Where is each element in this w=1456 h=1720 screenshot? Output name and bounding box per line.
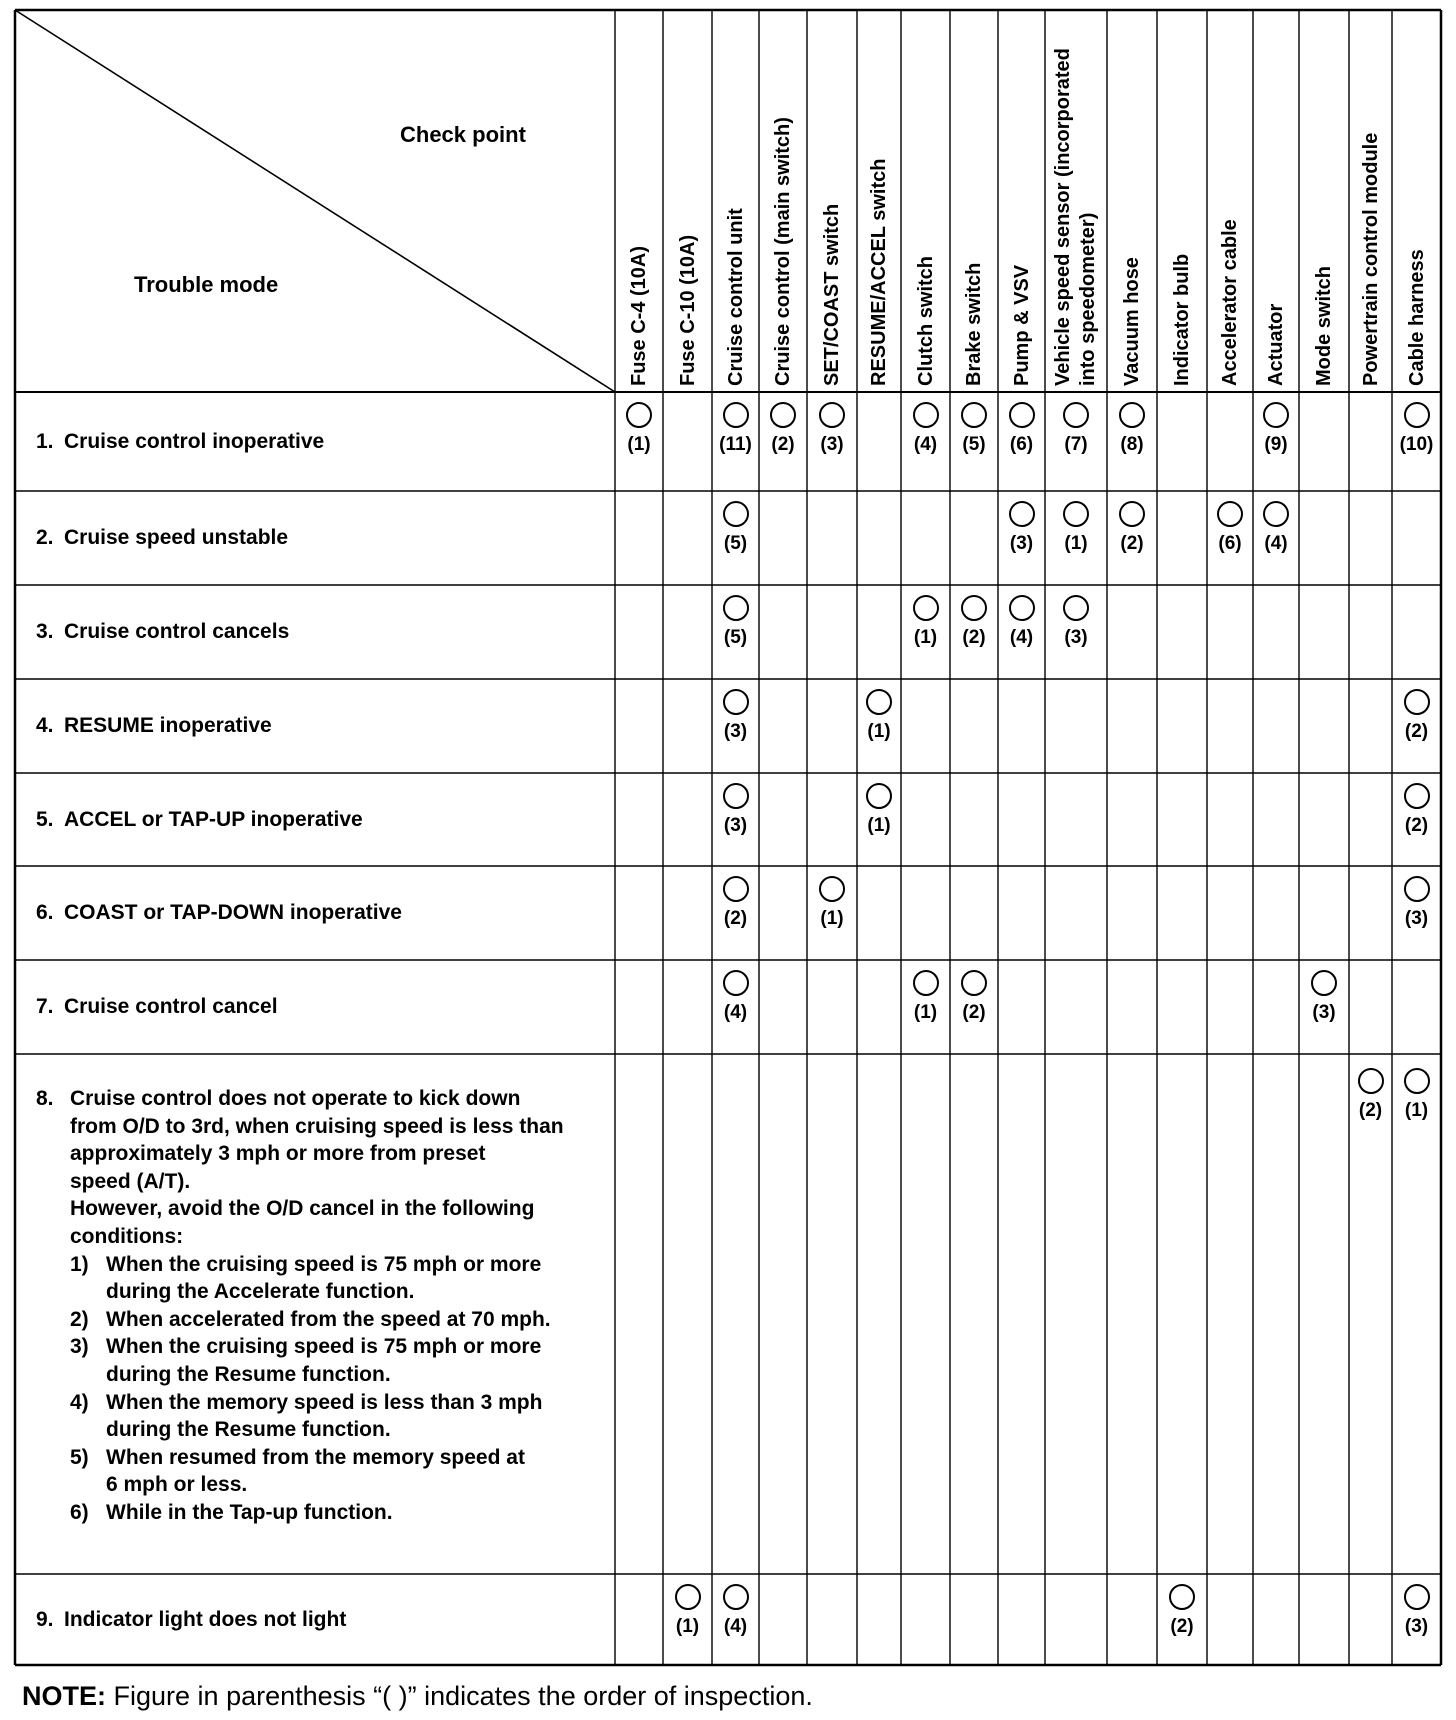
column-header-line: Cruise control unit (724, 208, 746, 386)
inspection-order: (3) (1312, 1002, 1336, 1023)
column-header-line: Actuator (1264, 303, 1287, 386)
row-number: 5. (36, 807, 54, 831)
inspection-order: (3) (723, 721, 748, 742)
check-mark (664, 1584, 712, 1638)
column-header (997, 86, 1047, 386)
check-mark (808, 402, 856, 456)
inspection-order: (3) (1064, 627, 1088, 648)
column-header-line: Clutch switch (914, 255, 936, 386)
inspection-order: (2) (962, 1002, 986, 1023)
condition-text-line: during the Resume function. (106, 1362, 391, 1386)
column-header-line: into speedometer) (1077, 212, 1099, 386)
column-header-line: Mode switch (1312, 265, 1335, 386)
trouble-mode-row-label (36, 491, 621, 585)
trouble-mode-row-label (36, 960, 621, 1054)
inspection-order: (1) (627, 434, 651, 455)
check-circle-icon (1009, 595, 1035, 621)
inspection-order: (1) (820, 908, 844, 929)
check-mark (998, 501, 1046, 555)
row-text-line: from O/D to 3rd, when cruising speed is less than (70, 1114, 564, 1138)
inspection-order: (1) (675, 1616, 700, 1637)
check-circle-icon (1404, 402, 1430, 428)
inspection-order: (2) (1404, 815, 1429, 836)
check-mark (1108, 501, 1156, 555)
check-circle-icon (723, 970, 749, 996)
check-mark (712, 1584, 760, 1638)
check-mark (1393, 402, 1441, 456)
row-text-line: Cruise control does not operate to kick down (70, 1087, 521, 1110)
inspection-order: (4) (1264, 533, 1288, 554)
condition-text-line: during the Accelerate function. (106, 1280, 415, 1304)
column-header-line: Indicator bulb (1170, 253, 1193, 386)
row-text: ACCEL or TAP-UP inoperative (64, 807, 363, 831)
check-mark (712, 689, 760, 743)
check-mark (855, 689, 903, 743)
footnote (22, 1681, 813, 1712)
inspection-order: (1) (913, 1002, 938, 1023)
condition-text-line: 6 mph or less. (106, 1473, 248, 1497)
column-header-line: Fuse C-4 (10A) (627, 245, 650, 386)
check-mark (998, 402, 1046, 456)
condition-item (70, 1333, 630, 1388)
trouble-mode-row-label (36, 679, 621, 773)
check-mark (1052, 595, 1100, 649)
column-header (807, 86, 857, 386)
check-circle-icon (723, 595, 749, 621)
row-number: 7. (36, 995, 54, 1018)
check-circle-icon (819, 876, 845, 902)
row-text: COAST or TAP-DOWN inoperative (64, 901, 402, 924)
column-header (1346, 86, 1396, 386)
column-header-line: Brake switch (962, 262, 985, 386)
check-circle-icon (770, 402, 796, 428)
check-mark (712, 876, 760, 930)
row-text: Cruise control inoperative (64, 429, 325, 453)
condition-number: 3) (70, 1335, 89, 1359)
check-mark (712, 783, 760, 837)
column-header-line: Vacuum hose (1120, 257, 1143, 386)
condition-text-line: during the Resume function. (106, 1418, 391, 1442)
inspection-order: (5) (962, 434, 986, 455)
column-header (854, 86, 904, 386)
inspection-order: (11) (719, 434, 752, 455)
check-circle-icon (723, 876, 749, 902)
check-mark (712, 970, 760, 1024)
check-mark (1108, 402, 1156, 456)
check-mark (1393, 783, 1441, 837)
trouble-mode-row-label (36, 1574, 621, 1665)
condition-number: 4) (70, 1390, 89, 1414)
check-mark (1393, 689, 1441, 743)
check-circle-icon (866, 689, 892, 715)
condition-item (70, 1306, 630, 1334)
row-number: 8. (36, 1087, 54, 1110)
check-circle-icon (1217, 501, 1243, 527)
check-mark (855, 783, 903, 837)
condition-number: 5) (70, 1445, 89, 1469)
check-mark (950, 595, 998, 649)
check-mark (950, 970, 998, 1024)
inspection-order: (2) (1404, 721, 1429, 742)
column-header (663, 86, 713, 386)
row-number: 4. (36, 714, 54, 737)
row-text-line: conditions: (70, 1224, 184, 1248)
check-circle-icon (1063, 595, 1089, 621)
inspection-order: (1) (1064, 533, 1088, 554)
inspection-order: (10) (1399, 434, 1434, 455)
column-header-line: Cruise control (main switch) (771, 117, 794, 386)
check-mark (998, 595, 1046, 649)
check-mark (615, 402, 663, 456)
condition-item (70, 1251, 630, 1306)
column-header-line: RESUME/ACCEL switch (867, 158, 890, 386)
inspection-order: (3) (1404, 1616, 1429, 1637)
trouble-mode-row-label (36, 773, 621, 866)
check-mark (902, 970, 950, 1024)
note-text: Figure in parenthesis “( )” indicates the order of inspection. (113, 1681, 813, 1711)
check-circle-icon (1063, 402, 1089, 428)
column-header (1205, 86, 1255, 386)
condition-item (70, 1389, 630, 1444)
check-circle-icon (1063, 501, 1089, 527)
row-number: 3. (36, 620, 54, 643)
column-header (1251, 86, 1301, 386)
inspection-order: (1) (913, 627, 938, 648)
trouble-mode-row-label (36, 585, 621, 679)
check-mark (712, 402, 760, 456)
check-circle-icon (1169, 1584, 1195, 1610)
check-circle-icon (913, 970, 939, 996)
check-mark (1052, 402, 1100, 456)
condition-number: 6) (70, 1500, 89, 1524)
row-text: Cruise control cancels (64, 620, 290, 643)
check-circle-icon (723, 783, 749, 809)
column-header (758, 86, 808, 386)
inspection-order: (4) (723, 1002, 748, 1023)
check-mark (1052, 501, 1100, 555)
check-circle-icon (1009, 501, 1035, 527)
column-header-line: Accelerator cable (1218, 219, 1241, 386)
condition-text-line: When accelerated from the speed at 70 mph. (106, 1307, 551, 1331)
column-header-line: Vehicle speed sensor (incorporated (1052, 48, 1074, 386)
check-circle-icon (961, 402, 987, 428)
check-circle-icon (913, 402, 939, 428)
check-mark (712, 595, 760, 649)
check-circle-icon (1404, 689, 1430, 715)
inspection-order: (8) (1120, 434, 1144, 455)
row-text: RESUME inoperative (64, 714, 272, 737)
row-text: Cruise speed unstable (64, 526, 289, 549)
condition-number: 1) (70, 1252, 89, 1276)
inspection-order: (2) (962, 627, 986, 648)
inspection-order: (1) (867, 721, 891, 742)
column-header-line: Pump & VSV (1010, 264, 1032, 386)
check-circle-icon (819, 402, 845, 428)
check-circle-icon (1404, 876, 1430, 902)
check-circle-icon (1311, 970, 1337, 996)
inspection-order: (9) (1264, 434, 1288, 455)
check-circle-icon (1404, 1068, 1430, 1094)
inspection-order: (5) (723, 627, 748, 648)
check-mark (1158, 1584, 1206, 1638)
row-number: 9. (36, 1607, 54, 1631)
check-mark (1300, 970, 1348, 1024)
inspection-order: (4) (913, 434, 938, 455)
row-text: Cruise control cancel (64, 995, 278, 1018)
column-header (614, 86, 664, 386)
condition-text-line: When the cruising speed is 75 mph or more (106, 1335, 542, 1359)
column-header (1299, 86, 1349, 386)
condition-text-line: When the cruising speed is 75 mph or more (106, 1252, 542, 1276)
row-text-line: speed (A/T). (70, 1169, 191, 1193)
row-number: 1. (36, 429, 54, 453)
inspection-order: (1) (867, 815, 891, 836)
check-circle-icon (723, 501, 749, 527)
header-diagonal (15, 10, 615, 392)
check-mark (902, 595, 950, 649)
condition-text-line: While in the Tap-up function. (106, 1500, 393, 1524)
trouble-mode-row-label (36, 392, 621, 491)
inspection-order: (4) (723, 1616, 748, 1637)
inspection-order: (3) (723, 815, 748, 836)
column-header (901, 86, 951, 386)
trouble-mode-header: Trouble mode (134, 272, 279, 297)
inspection-order: (2) (1358, 1100, 1383, 1121)
column-header-line: Cable harness (1405, 249, 1427, 386)
condition-item (70, 1499, 630, 1527)
row-text: Indicator light does not light (64, 1607, 347, 1631)
row-number: 6. (36, 901, 54, 924)
check-mark (1393, 1068, 1441, 1122)
condition-text-line: When resumed from the memory speed at (106, 1445, 525, 1469)
check-circle-icon (1119, 501, 1145, 527)
check-circle-icon (1404, 783, 1430, 809)
inspection-order: (2) (771, 434, 795, 455)
check-circle-icon (1404, 1584, 1430, 1610)
inspection-order: (3) (1404, 908, 1429, 929)
check-mark (1393, 1584, 1441, 1638)
check-mark (1252, 402, 1300, 456)
row-text-line: However, avoid the O/D cancel in the following (70, 1197, 535, 1221)
check-circle-icon (675, 1584, 701, 1610)
check-mark (950, 402, 998, 456)
column-header (1392, 86, 1442, 386)
column-header (1107, 86, 1157, 386)
check-circle-icon (1119, 402, 1145, 428)
inspection-order: (6) (1009, 434, 1034, 455)
condition-number: 2) (70, 1307, 89, 1331)
check-circle-icon (626, 402, 652, 428)
inspection-order: (1) (1404, 1100, 1429, 1121)
inspection-order: (2) (723, 908, 748, 929)
trouble-mode-row-label (36, 866, 621, 960)
check-mark (712, 501, 760, 555)
inspection-order: (4) (1009, 627, 1034, 648)
check-mark (1347, 1068, 1395, 1122)
check-circle-icon (961, 595, 987, 621)
check-mark (759, 402, 807, 456)
column-header-line: SET/COAST switch (820, 203, 843, 386)
column-header (1157, 86, 1207, 386)
check-mark (808, 876, 856, 930)
column-header (1051, 48, 1101, 386)
check-circle-icon (723, 1584, 749, 1610)
inspection-order: (2) (1170, 1616, 1194, 1637)
check-mark (1252, 501, 1300, 555)
check-mark (1393, 876, 1441, 930)
inspection-order: (3) (820, 434, 844, 455)
condition-item (70, 1444, 630, 1499)
check-circle-icon (723, 402, 749, 428)
inspection-order: (2) (1120, 533, 1144, 554)
check-circle-icon (723, 689, 749, 715)
inspection-order: (7) (1064, 434, 1088, 455)
column-header (711, 86, 761, 386)
condition-text-line: When the memory speed is less than 3 mph (106, 1390, 543, 1414)
inspection-order: (3) (1009, 533, 1034, 554)
row-text-line: approximately 3 mph or more from preset (70, 1142, 486, 1166)
inspection-order: (6) (1218, 533, 1242, 554)
check-circle-icon (1263, 402, 1289, 428)
check-circle-icon (961, 970, 987, 996)
column-header-line: Fuse C-10 (10A) (676, 234, 698, 386)
inspection-order: (5) (723, 533, 748, 554)
column-header-line: Powertrain control module (1359, 132, 1381, 386)
column-header (949, 86, 999, 386)
check-circle-icon (1009, 402, 1035, 428)
check-circle-icon (866, 783, 892, 809)
note-prefix: NOTE: (22, 1681, 106, 1711)
row-number: 2. (36, 526, 54, 549)
check-circle-icon (1358, 1068, 1384, 1094)
check-circle-icon (1263, 501, 1289, 527)
check-point-header: Check point (400, 122, 526, 147)
check-mark (1206, 501, 1254, 555)
check-mark (902, 402, 950, 456)
check-circle-icon (913, 595, 939, 621)
